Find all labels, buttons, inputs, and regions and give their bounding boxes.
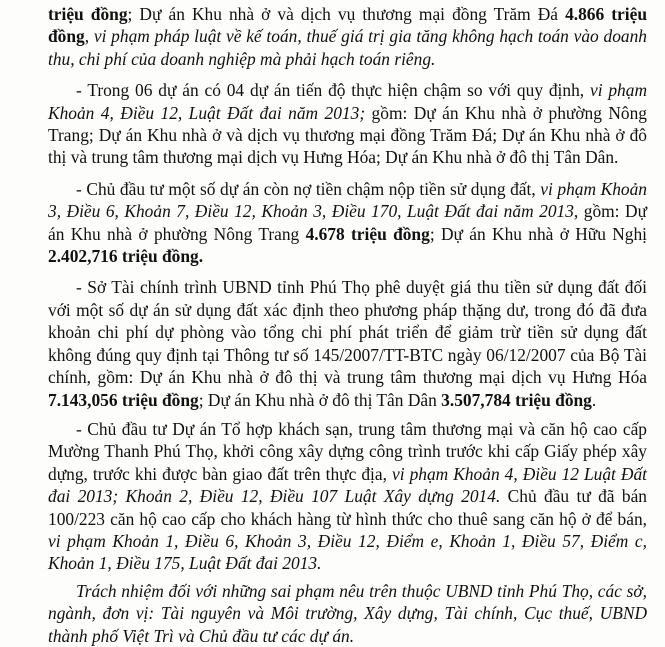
text-segment: ; Dự án Khu nhà ở đô thị Tân Dân: [198, 389, 442, 410]
text-segment: .: [591, 389, 597, 410]
paragraph-responsibility: [48, 580, 647, 647]
text-segment: - Chủ đầu tư một số dự án còn nợ tiền chậm nộp tiền sử dụng đất,: [76, 178, 541, 199]
text-segment: , gồm: Dự án Khu nhà ở phường Nông Trang: [48, 201, 647, 244]
amount-text: 2.402,716 triệu đồng.: [48, 246, 204, 267]
text-segment: - Chủ đầu tư Dự án Tổ hợp khách sạn, trung tâm thương mại và căn hộ cao cấp Mường Thanh Phú Thọ, khởi công xây dựng công trình trước khi cấp Giấy phép xây dựng, trước khi được bàn giao đất trên thực địa,: [48, 418, 647, 484]
violation-text: vi phạm Khoản 1, Điều 6, Khoản 3, Điều 12, Điểm e, Khoản 1, Điều 57, Điểm c, Khoản 1, Điều 175, Luật Đất đai 2013.: [48, 530, 647, 574]
paragraph-land-fee-debt: [48, 178, 647, 268]
responsibility-text: Trách nhiệm đối với những sai phạm nêu trên thuộc UBND tỉnh Phú Thọ, các sở, ngành, đơn vị: Tài nguyên và Môi trường, Xây dựng, Tài chính, Cục thuế, UBND thành phố Việt Trì và Chủ đầu tư các dự án.: [48, 580, 647, 646]
amount-text: 3.507,784 triệu đồng: [441, 389, 592, 410]
text-segment: ; Dự án Khu nhà ở Hữu Nghị: [429, 223, 648, 244]
violation-text: vi phạm Khoản 4, Điều 12, Luật Đất đai năm 2013;: [48, 80, 648, 123]
amount-text: 4.866 triệu đồng: [48, 4, 647, 47]
text-segment: ,: [84, 26, 94, 47]
text-segment: Chủ đầu tư đã bán 100/223 căn hộ cao cấp cho khách hàng từ hình thức cho thuê sang căn hộ ở để bán,: [48, 486, 647, 529]
amount-text: 7.143,056 triệu đồng: [48, 389, 199, 410]
text-segment: - Sở Tài chính trình UBND tỉnh Phú Thọ phê duyệt giá thu tiền sử dụng đất đối với một số dự án sử dụng đất xác định theo phương pháp thặng dư, trong đó đã đưa khoản chi phí dự phòng vào tổng chi phí phát triển để giảm trừ tiền sử dụng đất không đúng quy định tại Thông tư số 145/2007/TT-BTC ngày 06/12/2007 của Bộ Tài chính, gồm: Dự án Khu nhà ở đô thị và trung tâm thương mại dịch vụ Hưng Hóa: [48, 277, 647, 388]
paragraph-muong-thanh-project: [48, 418, 647, 575]
text-segment: - Trong 06 dự án có 04 dự án tiến độ thực hiện chậm so với quy định,: [76, 80, 590, 101]
paragraph-slow-progress: [48, 79, 647, 169]
amount-text: 4.678 triệu đồng: [305, 223, 430, 244]
text-segment: gồm: Dự án Khu nhà ở phường Nông Trang; Dự án Khu nhà ở và dịch vụ thương mại đồng Trăm Đá; Dự án Khu nhà ở đô thị và trung tâm thương mại dịch vụ Hưng Hóa; Dự án Khu nhà ở đô thị Tân Dân.: [48, 102, 647, 168]
paragraph-finance-department: [48, 276, 647, 410]
text-segment: ; Dự án Khu nhà ở và dịch vụ thương mại đồng Trăm Đá: [127, 4, 566, 24]
violation-text: vi phạm Khoản 3, Điều 6, Khoản 7, Điều 12, Khoản 3, Điều 170, Luật Đất đai năm 2013: [48, 178, 647, 222]
violation-text: vi phạm Khoản 4, Điều 12 Luật Đất đai 2013; Khoản 2, Điều 12, Điều 107 Luật Xây dựng 2014.: [48, 463, 648, 507]
paragraph-continuation: [48, 3, 647, 70]
text-segment: triệu đồng: [48, 4, 128, 24]
violation-text: vi phạm pháp luật về kế toán, thuế giá trị gia tăng không hạch toán vào doanh thu, chi phí của doanh nghiệp mà phải hạch toán riêng.: [48, 26, 647, 69]
